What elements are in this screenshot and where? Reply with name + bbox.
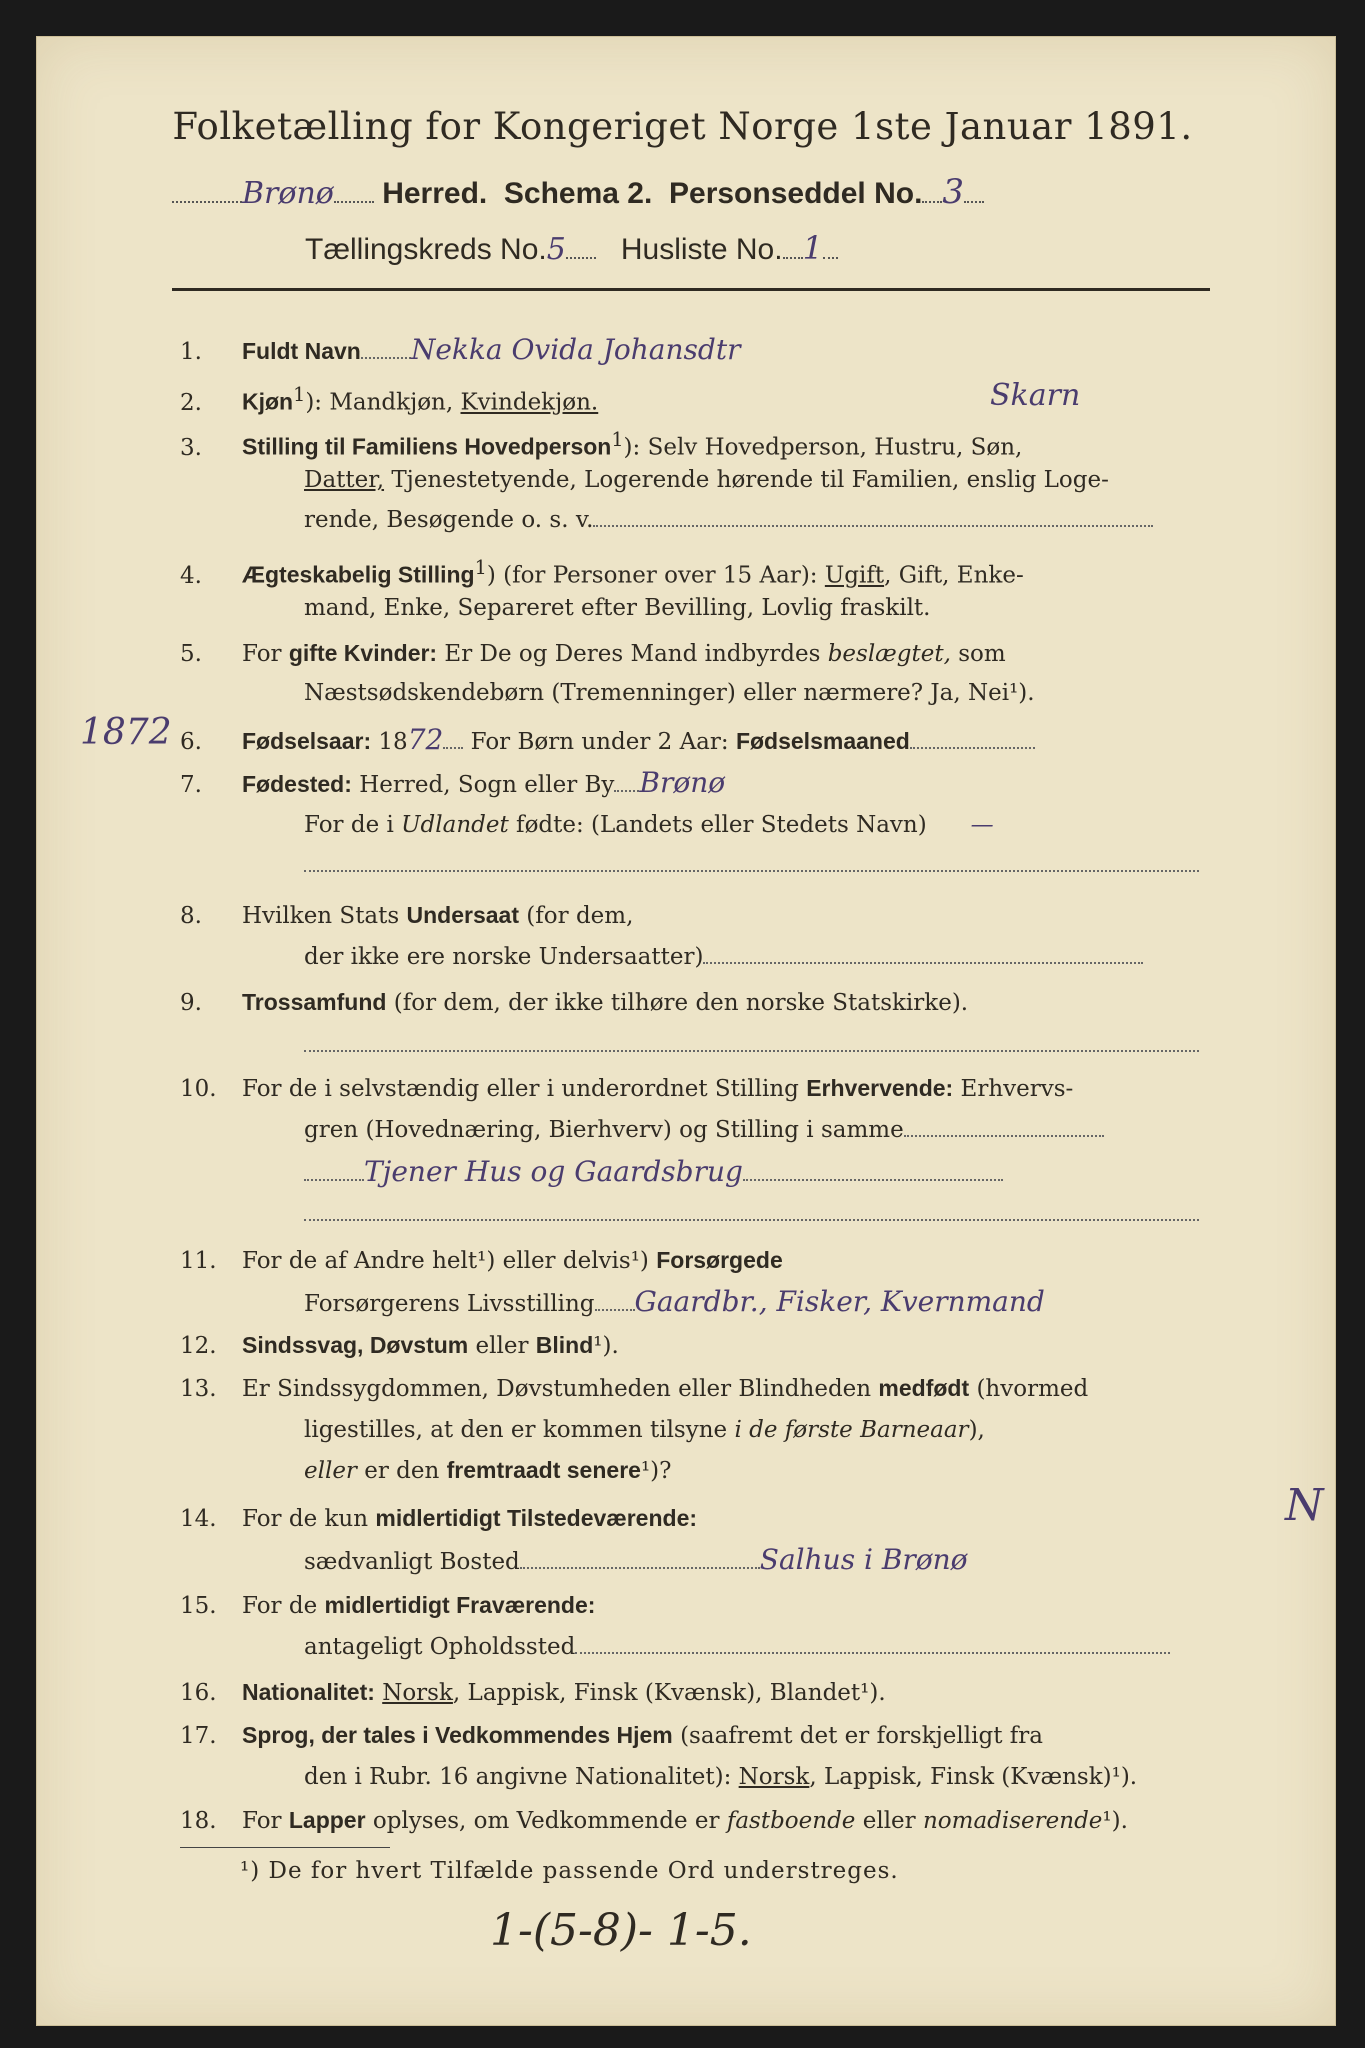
kreds-label: Tællingskreds No. [305,233,547,266]
q7-line2 [304,805,994,845]
q17-number: 17. [180,1723,217,1749]
q9-text: (for dem, der ikke tilhøre den norske Statskirke). [386,990,969,1016]
question-5 [180,633,1230,674]
question-17 [180,1715,1230,1756]
q17-line2-b: , Lappisk, Finsk (Kvænsk)¹). [809,1764,1138,1790]
q4-ugift: Ugift [824,562,885,589]
q6-number: 6. [180,729,202,755]
q1-answer-line2: Skarn [990,378,1081,413]
q11-answer: Gaardbr., Fisker, Kvernmand [634,1285,1045,1318]
q18-lapper: Lapper [288,1807,366,1833]
q15-text-a: For de [242,1593,325,1619]
q17-line2 [304,1757,1137,1797]
question-2 [180,375,1230,423]
q5-text-a: For [242,641,289,667]
q8-label: Undersaat [406,902,519,928]
q13-line3-c: ¹)? [640,1458,672,1484]
q6-fodselsmaaned: Fødselsmaaned [735,728,910,754]
q15-number: 15. [180,1593,217,1619]
husliste-label: Husliste No. [620,233,783,266]
q6-prefix: 18 [371,729,408,755]
q5-beslaegtet: beslægtet, [827,641,951,667]
q15-line2-text: antageligt Opholdssted [304,1634,576,1660]
q5-line2: Næstsødskendebørn (Tremenninger) eller nærmere? Ja, Nei¹). [304,680,1035,706]
husliste-value: 1 [802,229,823,267]
q12-blind: Blind [535,1332,594,1358]
q13-senere: fremtraadt senere [446,1457,641,1483]
q18-text-c: eller [855,1808,923,1834]
q11-number: 11. [180,1248,217,1274]
q3-line2-text: Tjenestetyende, Logerende hørende til Familien, enslig Loge- [384,467,1109,493]
question-15 [180,1585,1230,1626]
q13-line3 [304,1450,671,1491]
q7-udlandet: Udlandet [401,812,509,838]
bottom-handwritten-note: 1-(5-8)- 1-5. [490,1905,752,1956]
question-11 [180,1240,1230,1281]
q11-label: Forsørgede [656,1247,783,1273]
q10-number: 10. [180,1076,217,1102]
question-12 [180,1325,1230,1366]
q13-line2-italic: i de første Barneaar [734,1417,969,1443]
q7-line2-a: For de i [304,812,402,838]
q18-number: 18. [180,1808,217,1834]
q10-answer: Tjener Hus og Gaardsbrug [364,1155,743,1188]
q3-line2 [304,460,1109,500]
footnote: ¹) De for hvert Tilfælde passende Ord understreges. [240,1858,899,1884]
q18-nomadiserende: nomadiserende [922,1808,1103,1834]
q12-text-b: ¹). [593,1333,619,1359]
q16-norsk: Norsk [382,1680,453,1706]
question-16 [180,1672,1230,1713]
q4-label: Ægteskabelig Stilling [242,561,475,588]
q10-line2-text: gren (Hovednæring, Bierhverv) og Stilling i samme [304,1117,904,1143]
q16-number: 16. [180,1680,217,1706]
schema-label: Schema 2. [503,177,653,210]
q6-margin-year: 1872 [80,712,172,753]
q9-line2 [304,1025,1199,1065]
q2-sup: 1 [293,383,306,406]
q14-answer: Salhus i Brønø [759,1543,968,1576]
q9-label: Trossamfund [242,989,387,1015]
q3-sup: 1 [611,428,624,451]
q7-line3 [304,845,1199,885]
q7-line2-b: fødte: (Landets eller Stedets Navn) [508,812,927,838]
q13-text-a: Er Sindssygdommen, Døvstumheden eller Blindheden [242,1376,879,1402]
q1-answer: Nekka Ovida Johansdtr [410,333,741,366]
q5-text-c: som [950,641,1006,667]
question-9 [180,982,1230,1023]
q9-number: 9. [180,990,202,1016]
q13-line2-a: ligestilles, at den er kommen tilsyne [304,1417,735,1443]
herred-value: Brønø [242,176,334,211]
q18-fastboende: fastboende [726,1808,856,1834]
q3-line3-text: rende, Besøgende o. s. v. [304,507,594,533]
q14-number: 14. [180,1506,217,1532]
q4-text: ) (for Personer over 15 Aar): [486,562,825,589]
q17-line2-a: den i Rubr. 16 angivne Nationalitet): [304,1764,739,1790]
q1-label: Fuldt Navn [242,338,361,364]
q5-number: 5. [180,641,202,667]
q13-line3-a: er den [356,1458,447,1484]
q13-line2 [304,1410,985,1450]
q4-number: 4. [180,562,202,589]
q4-line2: mand, Enke, Separeret efter Bevilling, Lovlig fraskilt. [304,595,931,621]
q2-kvindekjon: Kvindekjøn. [460,389,599,416]
q12-number: 12. [180,1333,217,1359]
q10-label: Erhvervende: [806,1075,954,1101]
q10-line2 [304,1110,1104,1150]
q4-text-b: , Gift, Enke- [884,562,1024,589]
q10-line4 [304,1194,1199,1234]
q7-line2-answer: — [970,812,994,838]
q18-text-d: ¹). [1102,1808,1128,1834]
q7-number: 7. [180,772,202,798]
q8-line2-text: der ikke ere norske Undersaatter) [304,944,704,970]
q17-label: Sprog, der tales i Vedkommendes Hjem [242,1722,673,1748]
q3-line3 [304,500,1153,540]
header-line-herred [172,172,984,212]
q5-text-b: Er De og Deres Mand indbyrdes [437,641,828,667]
q17-norsk: Norsk [738,1764,810,1790]
q14-label: midlertidigt Tilstedeværende: [375,1505,698,1531]
q7-label: Fødested: [242,771,352,797]
q8-text-b: (for dem, [519,903,634,929]
q11-text-a: For de af Andre helt¹) eller delvis¹) [242,1248,657,1274]
q6-answer: 72 [407,723,444,756]
q10-text-a: For de i selvstændig eller i underordnet Stilling [242,1076,807,1102]
q1-number: 1. [180,339,202,365]
kreds-value: 5 [546,232,566,267]
q17-text-b: (saafremt det er forskjelligt fra [672,1723,1043,1749]
q10-text-b: Erhvervs- [953,1076,1074,1102]
q7-answer: Brønø [639,766,726,799]
q10-line3 [304,1152,1003,1194]
q11-line2 [304,1282,1045,1324]
q14-line2-text: sædvanligt Bosted [304,1549,520,1575]
q13-eller: eller [304,1458,357,1484]
question-13 [180,1368,1230,1409]
question-18 [180,1800,1230,1841]
q14-text-a: For de kun [242,1506,376,1532]
form-title: Folketælling for Kongeriget Norge 1ste Januar 1891. [172,105,1193,148]
q3-datter: Datter, [304,467,385,493]
q8-text-a: Hvilken Stats [242,903,407,929]
q13-text-b: (hvormed [969,1376,1089,1402]
question-14 [180,1498,1230,1539]
q13-number: 13. [180,1376,217,1402]
q2-text: ): Mandkjøn, [305,389,461,416]
personseddel-label: Personseddel No. [669,177,923,210]
q8-number: 8. [180,903,202,929]
q16-text-b: , Lappisk, Finsk (Kvænsk), Blandet¹). [452,1680,886,1706]
q5-label: gifte Kvinder: [288,640,438,666]
herred-label: Herred. [382,177,488,210]
q3-text: ): Selv Hovedperson, Hustru, Søn, [623,434,1023,461]
q6-text-b: For Børn under 2 Aar: [463,729,736,755]
q16-label: Nationalitet: [242,1679,375,1705]
header-divider [172,288,1210,291]
q7-text: Herred, Sogn eller By [351,772,615,798]
question-6 [180,720,1230,762]
q18-text-b: oplyses, om Vedkommende er [365,1808,727,1834]
q2-number: 2. [180,389,202,416]
q18-text-a: For [242,1808,289,1834]
q6-label: Fødselsaar: [242,728,372,754]
q12-text-a: eller [468,1333,536,1359]
q15-line2 [304,1627,1170,1667]
q3-label: Stilling til Familiens Hovedperson [242,433,612,460]
q14-mark: N [1285,1480,1324,1531]
q3-number: 3. [180,434,202,461]
q4-sup: 1 [474,556,487,579]
question-1 [180,330,1230,372]
header-line-kreds [305,229,838,267]
q15-label: midlertidigt Fraværende: [324,1592,596,1618]
question-7 [180,763,1230,805]
q11-line2-text: Forsørgerens Livsstilling [304,1291,595,1317]
question-8 [180,895,1230,936]
q8-line2 [304,937,1143,977]
q14-line2 [304,1540,968,1582]
q12-label: Sindssvag, Døvstum [242,1332,469,1358]
question-10 [180,1068,1230,1109]
q13-medfodt: medfødt [878,1375,970,1401]
footnote-divider [180,1847,390,1848]
q13-line2-b: ), [968,1417,985,1443]
personseddel-value: 3 [942,172,965,212]
q2-label: Kjøn [242,388,294,415]
